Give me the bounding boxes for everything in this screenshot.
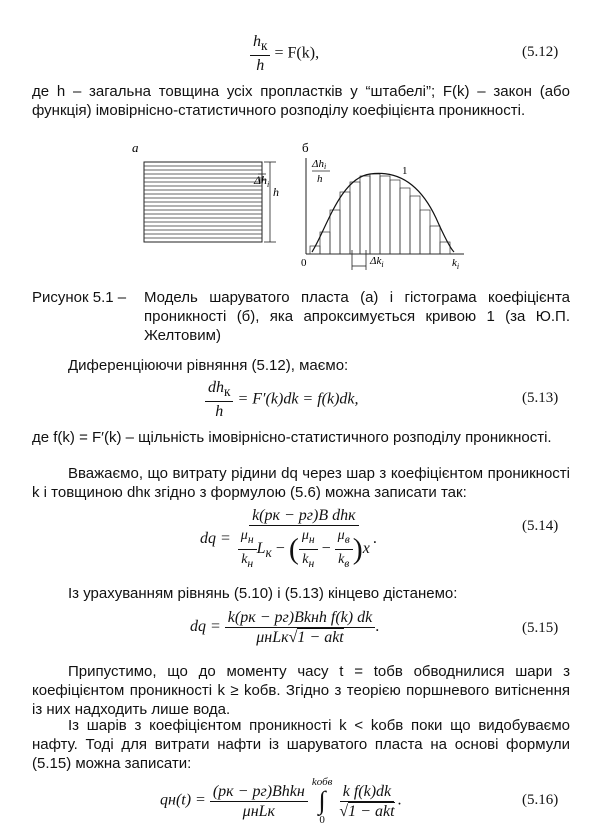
origin-label: 0 bbox=[301, 257, 307, 269]
equation-number-5-16: (5.16) bbox=[522, 792, 559, 808]
equation-number-5-15: (5.15) bbox=[522, 620, 559, 636]
paragraph-flow: Вважаємо, що витрату рідини dq через шар з коефіцієнтом проникності k і товщиною dhк згідно з формулою (5.6) можна записати так: bbox=[32, 465, 570, 501]
h-label: h bbox=[273, 185, 279, 199]
paragraph-definition-h: де h – загальна товщина усіх пропластків у “штабелі”; F(k) – закон (або функція) імовірнісно-статистичного розподілу коефіцієнта проникності. bbox=[32, 83, 570, 119]
caption-text: Модель шаруватого пласта (а) і гістограма коефіцієнта проникності (б), яка апроксимується кривою 1 (за Ю.П. Желтовим) bbox=[144, 289, 570, 344]
histogram-bar bbox=[390, 180, 400, 254]
histogram-bar bbox=[430, 226, 440, 254]
equation-5-14: dq = k(pк − pг)B dhк $\frac{\mu_н}{k_н}$ $L_к$ − ( $\frac{\mu_н}{k_н}$ − $\frac{\mu_в}{k_в}$ )x . bbox=[200, 506, 377, 573]
paragraph-differentiating: Диференціюючи рівняння (5.12), маємо: bbox=[68, 357, 349, 374]
paragraph-suppose: Припустимо, що до моменту часу t = tобв обводнилися шари з коефіцієнтом проникності k ≥ kобв. Згідно з теорією поршневого витіснення із них надходить лише вода. bbox=[32, 663, 570, 718]
equation-number-5-14: (5.14) bbox=[522, 518, 559, 534]
paragraph-density: де f(k) = F′(k) – щільність імовірнісно-статистичного розподілу проникності. bbox=[32, 429, 552, 446]
equation-5-15: dq = $\frac{\text{k(pк − pг)Bkнh f(k) dk}}{\text{μнLк√1 − akt}}$ . bbox=[190, 609, 380, 646]
approximating-curve bbox=[312, 173, 454, 252]
histogram-bar bbox=[380, 176, 390, 254]
histogram-bar bbox=[360, 176, 370, 254]
paragraph-considering: Із урахуванням рівнянь (5.10) і (5.13) кінцево дістанемо: bbox=[68, 585, 458, 602]
y-axis-label-num: Δhi bbox=[312, 158, 327, 171]
figure-caption bbox=[32, 288, 570, 346]
dk-dimension bbox=[352, 250, 366, 270]
panel-label-a: а bbox=[132, 140, 139, 155]
paragraph-oil: Із шарів з коефіцієнтом проникності k < kобв поки що видобуваємо нафту. Тоді для витрати нафти із шаруватого пласта на основі формули (5.15) можна записати: bbox=[32, 717, 570, 772]
integral: kобв ∫ 0 bbox=[311, 776, 333, 826]
equation-5-16: qн(t) = $\frac{\text{(pк − pг)Bhkн}}{\text{μнLк}}$ kобв ∫ 0 $\frac{\text{k f(k)dk}}{\text{√1 − akt}}$ . bbox=[160, 776, 402, 826]
equation-number-5-13: (5.13) bbox=[522, 390, 559, 406]
histogram-bar bbox=[410, 196, 420, 254]
curve-label: 1 bbox=[402, 165, 408, 177]
dk-label: $\Delta k_i$ bbox=[370, 255, 384, 269]
histogram-bar bbox=[350, 182, 360, 254]
equation-number-5-12: (5.12) bbox=[522, 44, 559, 60]
caption-lead: Рисунок 5.1 – bbox=[32, 289, 127, 306]
dh-label: $\Delta h_i$ bbox=[254, 173, 270, 189]
histogram-bar bbox=[340, 192, 350, 254]
histogram-bar bbox=[370, 174, 380, 254]
equation-5-12: $\frac{h_к}{h}$ = F(k), bbox=[250, 32, 319, 75]
y-axis-label-den: h bbox=[317, 173, 323, 185]
equation-5-14-denominator: $\frac{\mu_н}{k_н}$ $L_к$ − ( $\frac{\mu_н}{k_н}$ − $\frac{\mu_в}{k_в}$ )x bbox=[235, 526, 373, 573]
histogram-bar bbox=[330, 210, 340, 254]
panel-label-b: б bbox=[302, 140, 309, 155]
equation-5-13: $\frac{dh_к}{h}$ = F′(k)dk = f(k)dk, bbox=[205, 378, 359, 421]
k-axis-label: $k_i$ bbox=[452, 257, 460, 271]
histogram-bar bbox=[420, 210, 430, 254]
histogram-bar bbox=[320, 232, 330, 254]
histogram-bar bbox=[400, 188, 410, 254]
layered-stack bbox=[144, 162, 262, 242]
figure-5-1 bbox=[130, 140, 570, 275]
